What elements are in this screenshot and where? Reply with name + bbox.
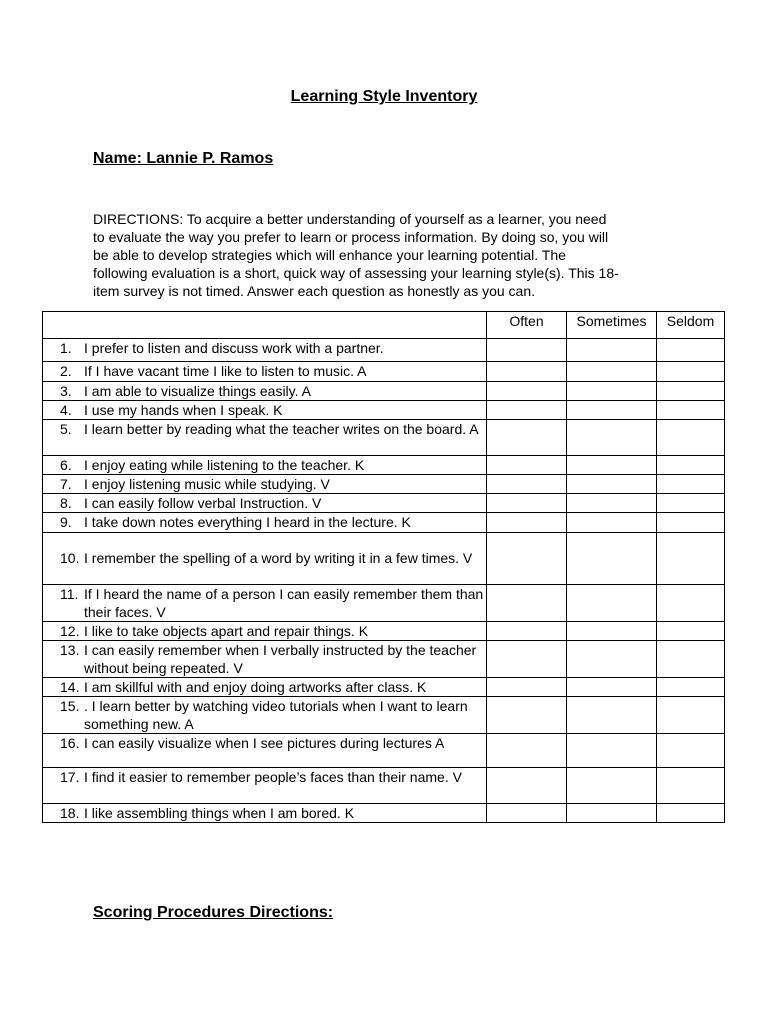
seldom-cell[interactable] <box>657 641 725 678</box>
item-cell <box>43 768 487 804</box>
survey-item <box>60 804 486 822</box>
item-text: I take down notes everything I heard in the lecture. K <box>84 514 411 530</box>
sometimes-cell[interactable] <box>567 585 657 622</box>
item-cell <box>43 456 487 475</box>
seldom-cell[interactable] <box>657 678 725 697</box>
survey-item <box>60 339 486 357</box>
item-text: I am able to visualize things easily. A <box>84 383 311 399</box>
sometimes-cell[interactable] <box>567 678 657 697</box>
seldom-cell[interactable] <box>657 362 725 382</box>
table-row <box>43 339 725 362</box>
item-number: 17. <box>60 769 80 785</box>
item-text: I enjoy eating while listening to the teacher. K <box>84 457 365 473</box>
item-text: I remember the spelling of a word by writing it in a few times. V <box>84 550 473 566</box>
table-row <box>43 697 725 734</box>
item-number: 6. <box>60 457 72 473</box>
survey-item <box>60 768 486 786</box>
item-text: I prefer to listen and discuss work with a partner. <box>84 340 384 356</box>
often-cell[interactable] <box>487 382 567 401</box>
often-cell[interactable] <box>487 585 567 622</box>
seldom-cell[interactable] <box>657 697 725 734</box>
table-row <box>43 420 725 456</box>
survey-table <box>42 311 725 823</box>
seldom-cell[interactable] <box>657 475 725 494</box>
often-cell[interactable] <box>487 475 567 494</box>
survey-item <box>60 641 486 677</box>
sometimes-cell[interactable] <box>567 513 657 533</box>
item-number: 7. <box>60 476 72 492</box>
item-number: 9. <box>60 514 72 530</box>
often-cell[interactable] <box>487 339 567 362</box>
survey-item <box>60 513 486 531</box>
survey-item <box>60 622 486 640</box>
header-often: Often <box>487 312 567 339</box>
directions-line: following evaluation is a short, quick way of assessing your learning style(s). This 18- <box>93 265 619 281</box>
directions-line: to evaluate the way you prefer to learn or process information. By doing so, you will <box>93 229 609 245</box>
item-text: I like to take objects apart and repair things. K <box>84 623 369 639</box>
item-number: 2. <box>60 363 72 379</box>
often-cell[interactable] <box>487 494 567 513</box>
table-row <box>43 533 725 585</box>
seldom-cell[interactable] <box>657 420 725 456</box>
table-row <box>43 641 725 678</box>
seldom-cell[interactable] <box>657 585 725 622</box>
often-cell[interactable] <box>487 420 567 456</box>
sometimes-cell[interactable] <box>567 768 657 804</box>
table-row <box>43 585 725 622</box>
often-cell[interactable] <box>487 804 567 823</box>
sometimes-cell[interactable] <box>567 697 657 734</box>
often-cell[interactable] <box>487 734 567 768</box>
header-seldom: Seldom <box>657 312 725 339</box>
item-cell <box>43 678 487 697</box>
item-number: 10. <box>60 550 80 566</box>
sometimes-cell[interactable] <box>567 362 657 382</box>
survey-item <box>60 362 486 380</box>
item-cell <box>43 494 487 513</box>
item-number: 16. <box>60 735 80 751</box>
survey-item <box>60 456 486 474</box>
sometimes-cell[interactable] <box>567 401 657 420</box>
seldom-cell[interactable] <box>657 339 725 362</box>
often-cell[interactable] <box>487 768 567 804</box>
table-row <box>43 456 725 475</box>
item-number: 11. <box>60 586 79 602</box>
directions-line: item survey is not timed. Answer each question as honestly as you can. <box>93 283 536 299</box>
item-number: 18. <box>60 805 80 821</box>
item-cell <box>43 641 487 678</box>
survey-item <box>60 585 486 621</box>
table-row <box>43 804 725 823</box>
sometimes-cell[interactable] <box>567 456 657 475</box>
item-number: 15. <box>60 698 80 714</box>
sometimes-cell[interactable] <box>567 494 657 513</box>
table-row <box>43 362 725 382</box>
item-text: I like assembling things when I am bored. K <box>84 805 355 821</box>
item-cell <box>43 401 487 420</box>
survey-item <box>60 494 486 512</box>
survey-item <box>60 697 486 733</box>
sometimes-cell[interactable] <box>567 420 657 456</box>
item-number: 5. <box>60 421 72 437</box>
survey-item <box>60 401 486 419</box>
student-name: Name: Lannie P. Ramos <box>93 150 274 167</box>
item-cell <box>43 362 487 382</box>
sometimes-cell[interactable] <box>567 339 657 362</box>
seldom-cell[interactable] <box>657 513 725 533</box>
survey-item <box>60 475 486 493</box>
seldom-cell[interactable] <box>657 622 725 641</box>
table-row <box>43 494 725 513</box>
seldom-cell[interactable] <box>657 533 725 585</box>
item-number: 8. <box>60 495 72 511</box>
item-text: I learn better by reading what the teacher writes on the board. A <box>84 421 479 437</box>
survey-item <box>60 420 486 438</box>
often-cell[interactable] <box>487 513 567 533</box>
item-number: 3. <box>60 383 72 399</box>
table-row <box>43 622 725 641</box>
seldom-cell[interactable] <box>657 804 725 823</box>
item-text: I am skillful with and enjoy doing artworks after class. K <box>84 679 427 695</box>
item-text: I can easily follow verbal Instruction. V <box>84 495 322 511</box>
table-row <box>43 401 725 420</box>
seldom-cell[interactable] <box>657 382 725 401</box>
table-row <box>43 513 725 533</box>
sometimes-cell[interactable] <box>567 533 657 585</box>
survey-item <box>60 382 486 400</box>
item-text: I enjoy listening music while studying. V <box>84 476 330 492</box>
scoring-heading: Scoring Procedures Directions: <box>93 904 334 921</box>
item-number: 14. <box>60 679 80 695</box>
sometimes-cell[interactable] <box>567 475 657 494</box>
often-cell[interactable] <box>487 622 567 641</box>
often-cell[interactable] <box>487 678 567 697</box>
directions-line: DIRECTIONS: To acquire a better understanding of yourself as a learner, you need <box>93 211 607 227</box>
item-cell <box>43 533 487 585</box>
survey-item <box>60 549 486 567</box>
item-cell <box>43 382 487 401</box>
item-text: I can easily visualize when I see pictures during lectures A <box>84 735 445 751</box>
item-number: 12. <box>60 623 80 639</box>
item-text: If I have vacant time I like to listen to music. A <box>84 363 367 379</box>
document-title: Learning Style Inventory <box>290 88 478 105</box>
sometimes-cell[interactable] <box>567 622 657 641</box>
item-cell <box>43 622 487 641</box>
item-text: I use my hands when I speak. K <box>84 402 283 418</box>
often-cell[interactable] <box>487 533 567 585</box>
survey-item <box>60 678 486 696</box>
survey-item <box>60 734 486 752</box>
item-number: 13. <box>60 642 80 658</box>
item-cell <box>43 734 487 768</box>
seldom-cell[interactable] <box>657 456 725 475</box>
seldom-cell[interactable] <box>657 734 725 768</box>
item-cell <box>43 513 487 533</box>
seldom-cell[interactable] <box>657 401 725 420</box>
item-cell <box>43 339 487 362</box>
sometimes-cell[interactable] <box>567 382 657 401</box>
often-cell[interactable] <box>487 456 567 475</box>
table-row <box>43 382 725 401</box>
item-number: 1. <box>60 340 72 356</box>
item-text: . I learn better by watching video tutorials when I want to learn something new. A <box>84 698 468 732</box>
header-sometimes: Sometimes <box>567 312 657 339</box>
item-cell <box>43 697 487 734</box>
often-cell[interactable] <box>487 697 567 734</box>
directions-line: be able to develop strategies which will enhance your learning potential. The <box>93 247 566 263</box>
item-text: I can easily remember when I verbally instructed by the teacher without being repeated. V <box>84 642 477 676</box>
sometimes-cell[interactable] <box>567 641 657 678</box>
table-header-row <box>43 312 725 339</box>
table-row <box>43 768 725 804</box>
seldom-cell[interactable] <box>657 494 725 513</box>
table-row <box>43 475 725 494</box>
often-cell[interactable] <box>487 362 567 382</box>
seldom-cell[interactable] <box>657 768 725 804</box>
item-cell <box>43 475 487 494</box>
table-row <box>43 678 725 697</box>
table-row <box>43 734 725 768</box>
sometimes-cell[interactable] <box>567 734 657 768</box>
item-number: 4. <box>60 402 72 418</box>
item-text: If I heard the name of a person I can easily remember them than their faces. V <box>84 586 484 620</box>
item-cell <box>43 585 487 622</box>
item-cell <box>43 420 487 456</box>
directions-paragraph <box>93 210 693 300</box>
sometimes-cell[interactable] <box>567 804 657 823</box>
item-text: I find it easier to remember people’s faces than their name. V <box>84 769 462 785</box>
often-cell[interactable] <box>487 641 567 678</box>
header-item <box>43 312 487 339</box>
item-cell <box>43 804 487 823</box>
often-cell[interactable] <box>487 401 567 420</box>
